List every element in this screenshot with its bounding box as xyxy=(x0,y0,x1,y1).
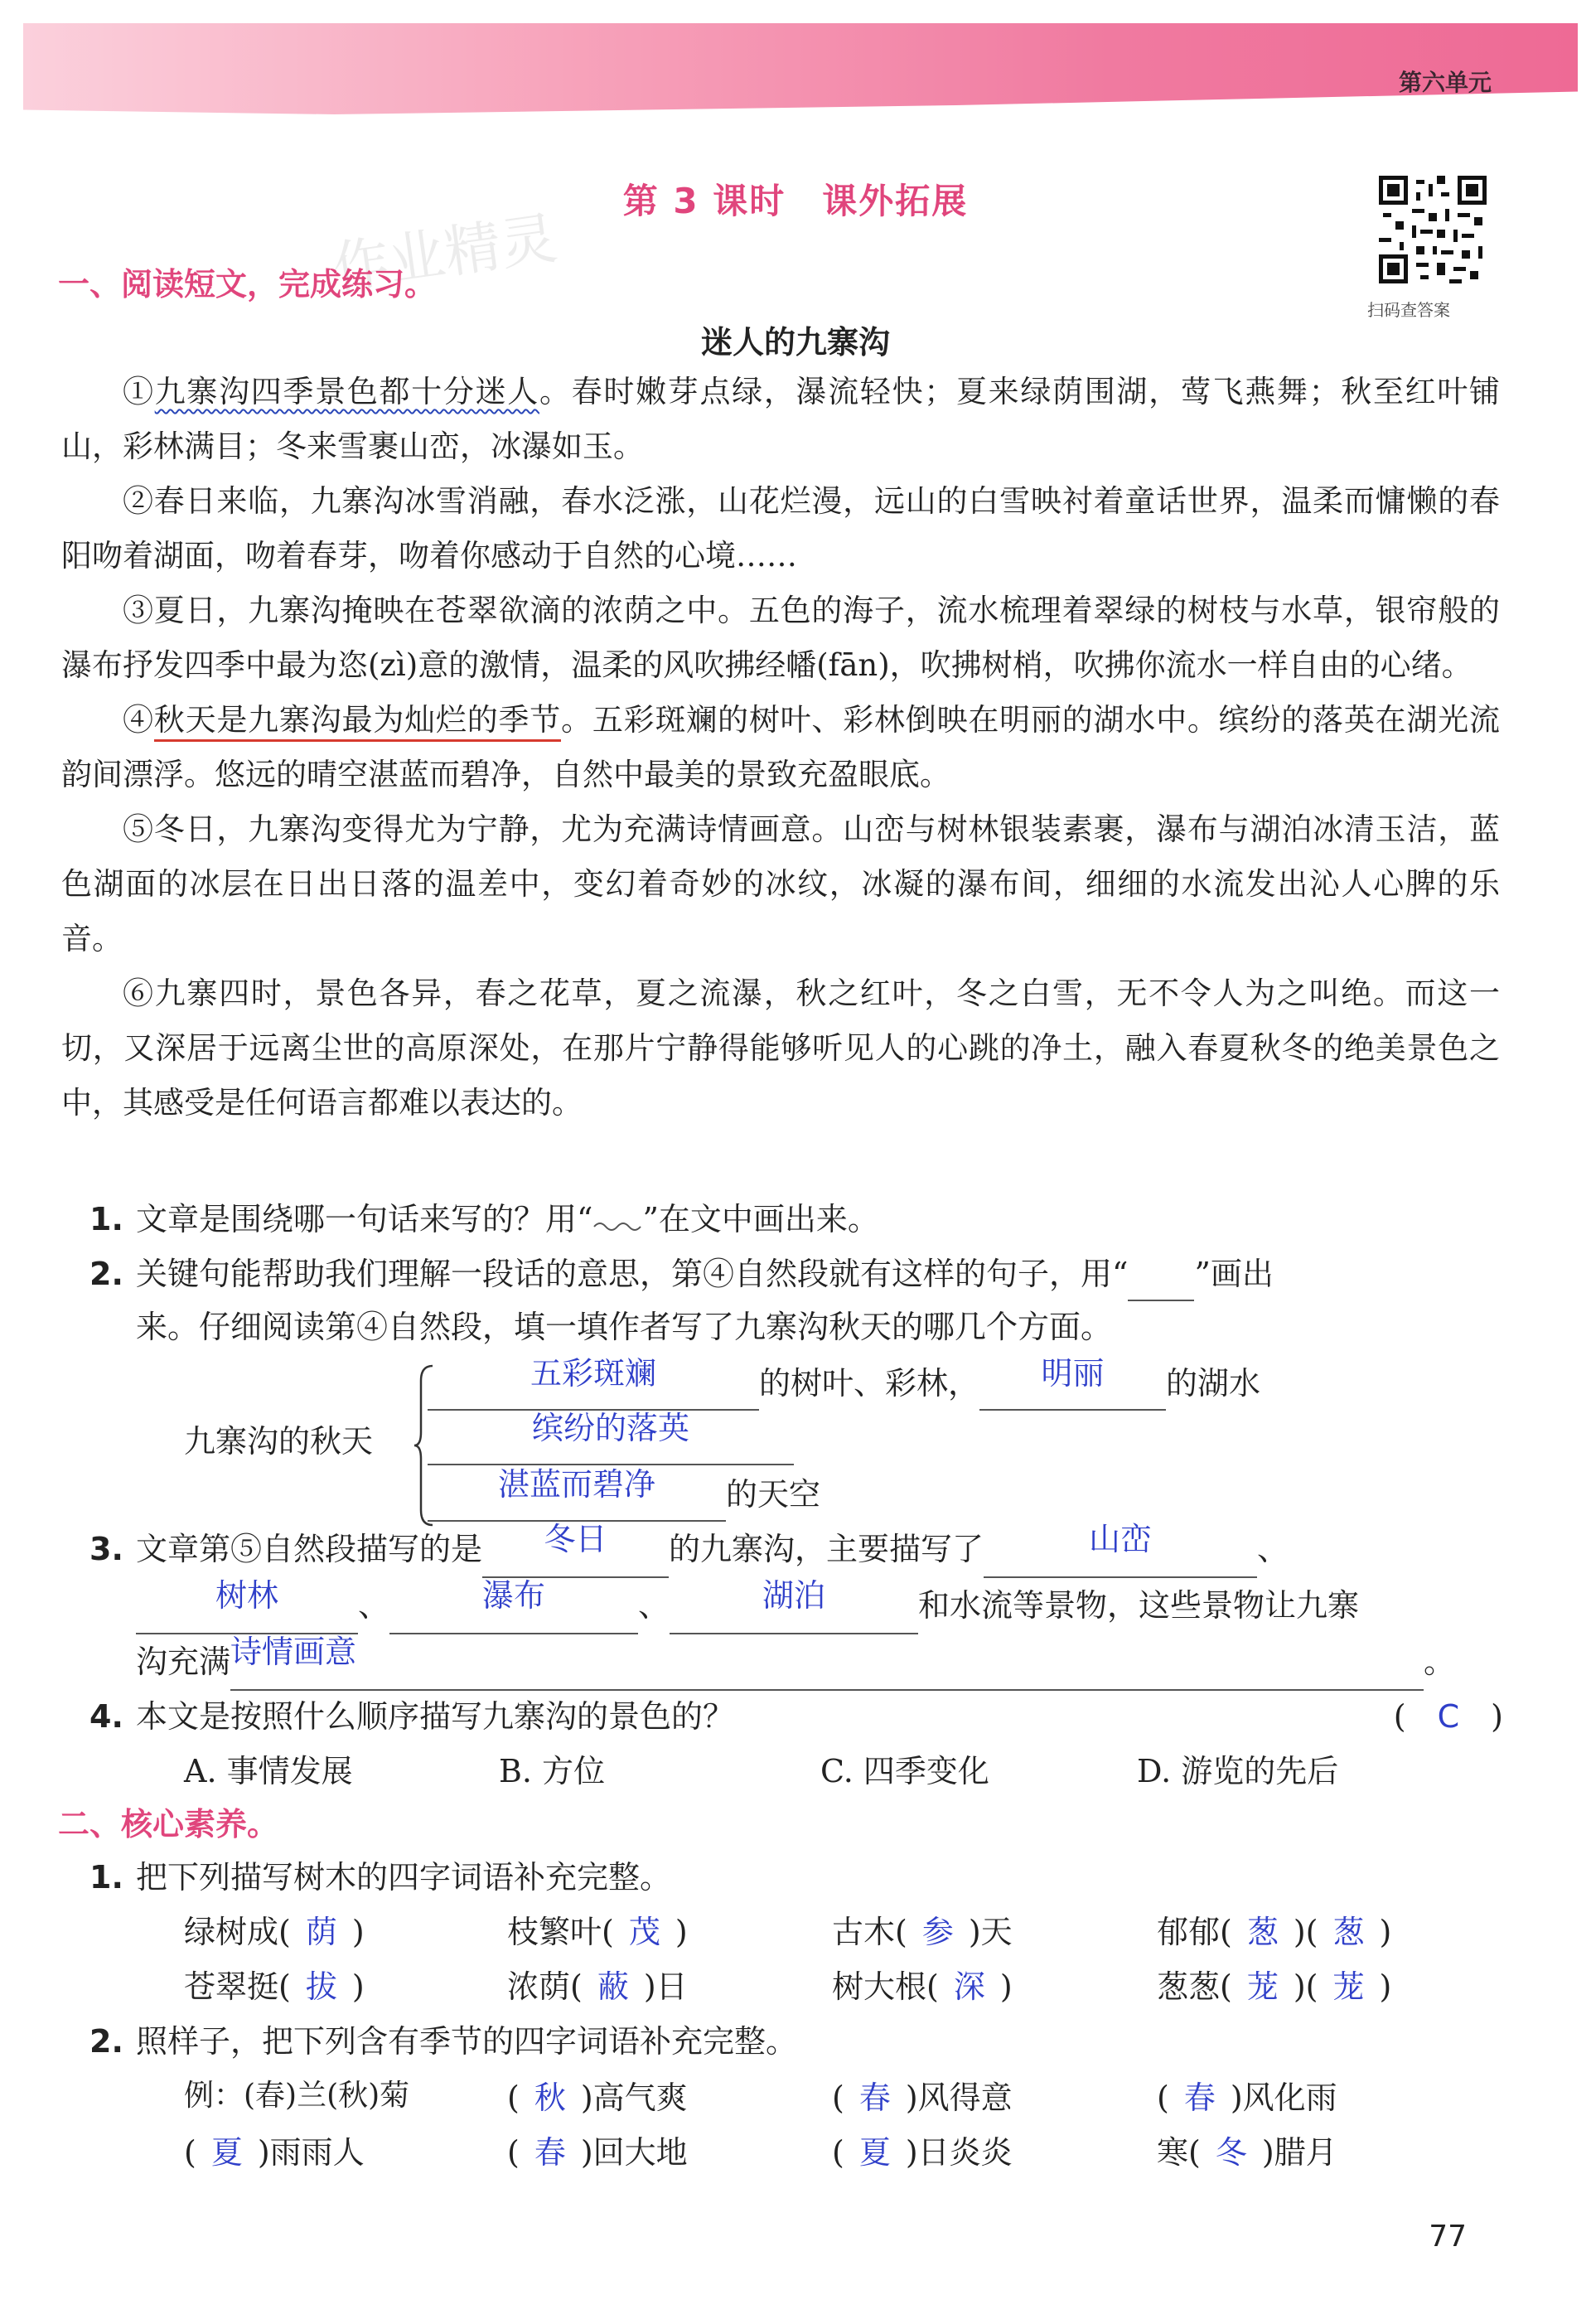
autumn-row-1: 五彩斑斓 的树叶、彩林， 明丽 的湖水 xyxy=(428,1358,1260,1411)
blank-input[interactable]: 诗情画意 xyxy=(230,1634,1424,1691)
paragraph-5: ⑤冬日，九寨沟变得尤为宁静，尤为充满诗情画意。山峦与树林银装素裹，瀑布与湖泊冰清玉洁，蓝色湖面的冰层在日出日落的温差中，变幻着奇妙的冰纹，冰凝的瀑布间，细细的水流发出沁人心脾的乐音。 xyxy=(61,811,1500,956)
wavy-line-icon xyxy=(592,1218,642,1235)
paragraph-3: ③夏日，九寨沟掩映在苍翠欲滴的浓荫之中。五色的海子，流水梳理着翠绿的树枝与水草，银帘般的瀑布抒发四季中最为恣(zì)意的激情，温柔的风吹拂经幡(fān)，吹拂树梢，吹拂你流水一样自由的心绪。 xyxy=(61,593,1500,683)
word-item: 苍翠挺( 拔 ) xyxy=(184,1968,365,2005)
word-item: 古木( 参 )天 xyxy=(832,1914,1013,1950)
question-1: 1. 文章是围绕哪一句话来写的？用“ ”在文中画出来。 xyxy=(89,1201,879,1237)
core-question-2: 2. 照样子，把下列含有季节的四字词语补充完整。 xyxy=(89,2023,798,2060)
qr-caption: 扫码查答案 xyxy=(1367,300,1450,320)
question-3: 3. 文章第⑤自然段描写的是 冬日 的九寨沟，主要描写了 山峦 、 树林 、 瀑布 、 湖泊 和水流等景物，这些景物让九寨 沟充满诗情画意 。 xyxy=(136,1522,1503,1691)
page-number: 77 xyxy=(1429,2220,1467,2254)
section-2-title: 二、核心素养。 xyxy=(58,1806,279,1842)
word-item: 寒( 冬 )腊月 xyxy=(1157,2134,1337,2171)
word-item: ( 春 )风得意 xyxy=(832,2079,1013,2116)
word-item: ( 夏 )日炎炎 xyxy=(832,2134,1013,2171)
paragraph-6: ⑥九寨四时，景色各异，春之花草，夏之流瀑，秋之红叶，冬之白雪，无不令人为之叫绝。而这一切，又深居于远离尘世的高原深处，在那片宁静得能够听见人的心跳的净土，融入春夏秋冬的绝美景色之中，其感受是任何语言都难以表达的。 xyxy=(61,976,1500,1121)
blank-input[interactable]: 冬日 xyxy=(482,1522,669,1578)
autumn-row-3: 湛蓝而碧净 的天空 xyxy=(428,1469,820,1522)
key-sentence-wavy: 九寨沟四季景色都十分迷人 xyxy=(154,374,539,409)
core-question-1: 1. 把下列描写树木的四字词语补充完整。 xyxy=(89,1859,672,1896)
option-c[interactable]: C. 四季变化 xyxy=(820,1753,989,1789)
word-item: ( 春 )回大地 xyxy=(507,2134,688,2171)
blank-input[interactable]: 五彩斑斓 xyxy=(428,1358,759,1411)
blank-input[interactable]: 明丽 xyxy=(979,1358,1166,1411)
header-banner xyxy=(23,23,1578,114)
answer-choice[interactable]: C xyxy=(1437,1698,1460,1735)
word-item: ( 夏 )雨雨人 xyxy=(184,2134,365,2171)
option-d[interactable]: D. 游览的先后 xyxy=(1137,1753,1339,1789)
word-item: 葱葱( 茏 )( 茏 ) xyxy=(1157,1968,1392,2005)
paragraph-2: ②春日来临，九寨沟冰雪消融，春水泛涨，山花烂漫，远山的白雪映衬着童话世界，温柔而慵懒的春阳吻着湖面，吻着春芽，吻着你感动于自然的心境…… xyxy=(61,483,1500,574)
story-body xyxy=(61,365,1500,1131)
option-b[interactable]: B. 方位 xyxy=(499,1753,606,1789)
word-item: 绿树成( 荫 ) xyxy=(184,1914,365,1950)
blank-input[interactable]: 山峦 xyxy=(984,1522,1257,1578)
blank-input[interactable]: 树林 xyxy=(136,1578,358,1634)
word-item: ( 秋 )高气爽 xyxy=(507,2079,688,2116)
blank-input[interactable]: 湖泊 xyxy=(670,1578,918,1634)
qr-code-icon[interactable] xyxy=(1379,176,1487,283)
paragraph-4: ④秋天是九寨沟最为灿烂的季节。五彩斑斓的树叶、彩林倒映在明丽的湖水中。缤纷的落英在湖光流韵间漂浮。悠远的晴空湛蓝而碧净，自然中最美的景致充盈眼底。 xyxy=(61,702,1501,792)
example-item: 例：(春)兰(秋)菊 xyxy=(184,2079,410,2113)
word-item: 浓荫( 蔽 )日 xyxy=(507,1968,688,2005)
option-a[interactable]: A. 事情发展 xyxy=(184,1753,353,1789)
word-item: 树大根( 深 ) xyxy=(832,1968,1013,2005)
blank-input[interactable]: 湛蓝而碧净 xyxy=(428,1469,726,1522)
story-title: 迷人的九寨沟 xyxy=(700,324,890,361)
word-item: 枝繁叶( 茂 ) xyxy=(507,1914,688,1950)
word-item: 郁郁( 葱 )( 葱 ) xyxy=(1157,1914,1392,1950)
paragraph-1: ①九寨沟四季景色都十分迷人。春时嫩芽点绿，瀑流轻快；夏来绿荫围湖，莺飞燕舞；秋至红叶铺山，彩林满目；冬来雪裹山峦，冰瀑如玉。 xyxy=(61,374,1501,464)
unit-label: 第六单元 xyxy=(1398,69,1492,96)
blank-input[interactable]: 缤纷的落英 xyxy=(428,1412,794,1465)
autumn-row-2 xyxy=(428,1412,794,1465)
question-2: 2. 关键句能帮助我们理解一段话的意思，第④自然段就有这样的句子，用“ ”画出 来。仔细阅读第④自然段，填一填作者写了九寨沟秋天的哪几个方面。 xyxy=(136,1248,1503,1353)
word-item: ( 春 )风化雨 xyxy=(1157,2079,1337,2116)
lesson-title: 第 3 课时 课外拓展 xyxy=(622,181,969,221)
watermark: 作业精灵 xyxy=(328,206,562,303)
autumn-label: 九寨沟的秋天 xyxy=(184,1423,374,1460)
blank-input[interactable]: 瀑布 xyxy=(389,1578,638,1634)
question-4: 4. 本文是按照什么顺序描写九寨沟的景色的？ ( C ) xyxy=(89,1698,1503,1735)
key-sentence-underlined: 秋天是九寨沟最为灿烂的季节 xyxy=(154,702,561,742)
section-1-title: 一、阅读短文，完成练习。 xyxy=(58,266,437,303)
